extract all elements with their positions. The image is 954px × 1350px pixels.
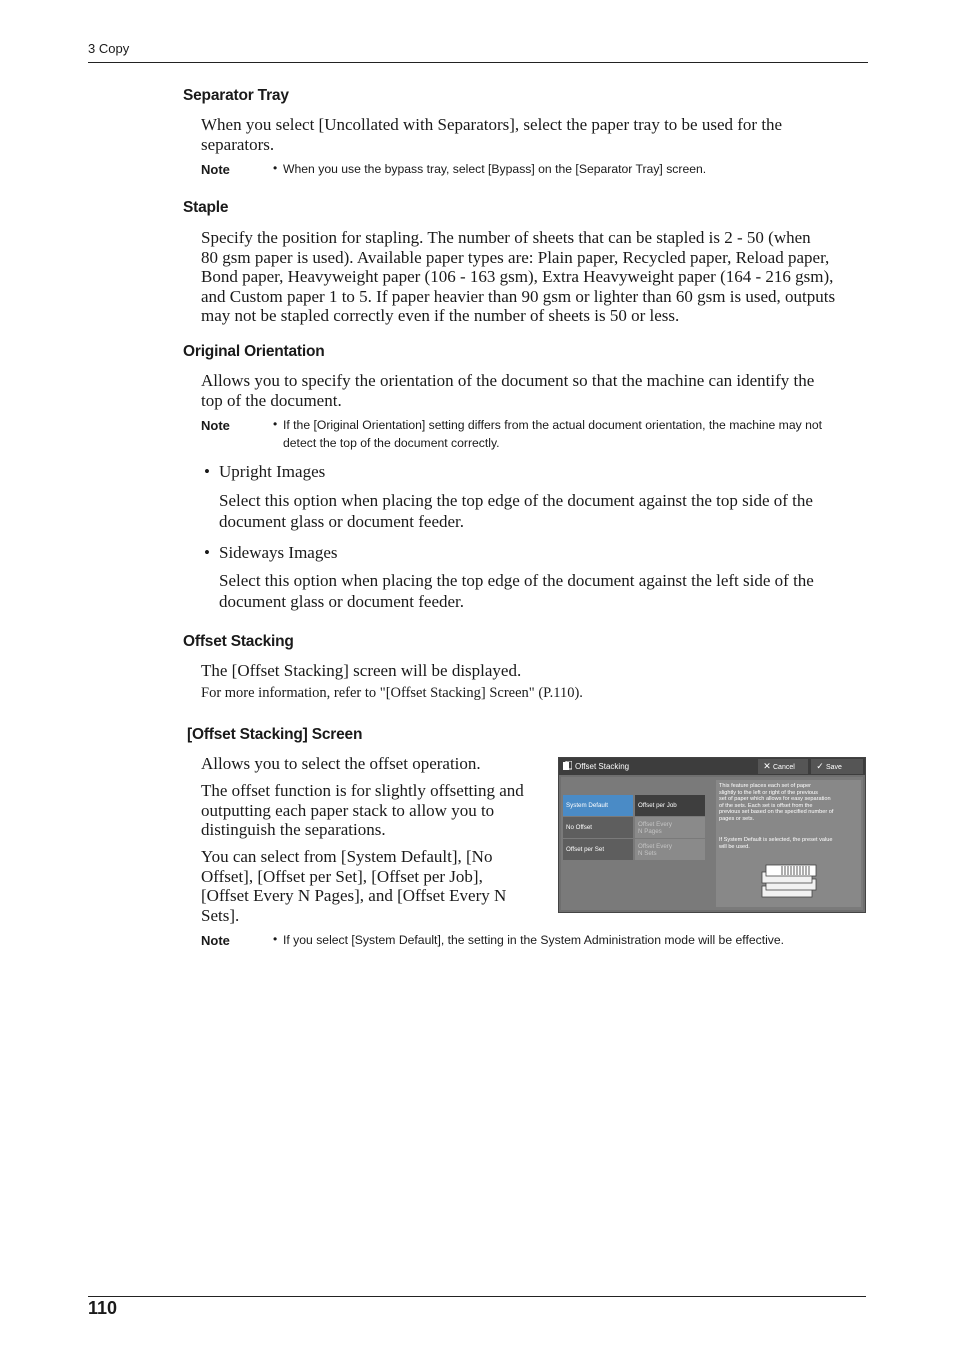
heading-offset-stacking-screen: [Offset Stacking] Screen bbox=[187, 726, 363, 743]
option-offset-every-n-pages[interactable] bbox=[635, 817, 705, 838]
screenshot-titlebar bbox=[559, 758, 865, 775]
option-upright-title: Upright Images bbox=[219, 462, 326, 481]
close-icon: ✕ bbox=[763, 761, 771, 771]
note-bullet: • bbox=[273, 932, 278, 946]
chapter-header: 3 Copy bbox=[88, 41, 130, 56]
separator-tray-body bbox=[201, 115, 865, 154]
option-upright-desc bbox=[219, 491, 865, 532]
original-orientation-line-2: top of the document. bbox=[201, 390, 342, 410]
description-line: previous set based on the specified number of bbox=[719, 809, 834, 816]
offset-screen-para-2-line-1: The offset function is for slightly offsetting and bbox=[201, 781, 524, 800]
staple-line-4: and Custom paper 1 to 5. If paper heavier than 90 gsm or lighter than 60 gsm is used, outputs bbox=[201, 286, 836, 306]
original-orientation-note-line-2: detect the top of the document correctly. bbox=[283, 436, 500, 450]
cancel-label: Cancel bbox=[773, 764, 795, 771]
offset-stacking-reference: For more information, refer to "[Offset Stacking] Screen" (P.110). bbox=[201, 685, 583, 701]
option-sideways-line-2: document glass or document feeder. bbox=[219, 591, 465, 611]
check-icon: ✓ bbox=[816, 761, 824, 771]
staple-line-5: may not be stapled correctly even if the number of sheets is 50 or less. bbox=[201, 306, 680, 325]
heading-original-orientation: Original Orientation bbox=[183, 343, 325, 360]
option-offset-per-set[interactable]: Offset per Set bbox=[563, 839, 633, 860]
offset-screen-para-3-line-3: [Offset Every N Pages], and [Offset Every N bbox=[201, 886, 507, 905]
offset-screen-para-2-line-2: outputting each paper stack to allow you to bbox=[201, 800, 495, 820]
screenshot-body bbox=[561, 777, 863, 910]
staple-body bbox=[201, 228, 865, 326]
option-sideways-line-1: Select this option when placing the top edge of the document against the left side of the bbox=[219, 571, 814, 590]
note-bullet: • bbox=[273, 161, 278, 175]
option-upright-line-2: document glass or document feeder. bbox=[219, 511, 465, 531]
original-orientation-note bbox=[283, 416, 865, 452]
description-line: This feature places each set of paper bbox=[719, 783, 812, 789]
heading-separator-tray: Separator Tray bbox=[183, 87, 289, 104]
offset-screen-para-3 bbox=[201, 847, 551, 925]
paper-stack-illustration bbox=[760, 864, 818, 900]
option-system-default[interactable]: System Default bbox=[563, 795, 633, 816]
offset-stacking-line-1: The [Offset Stacking] screen will be displayed. bbox=[201, 661, 522, 680]
save-button[interactable] bbox=[811, 759, 863, 774]
heading-staple: Staple bbox=[183, 199, 229, 216]
option-every-n-pages-line-2: N Pages bbox=[638, 827, 662, 835]
description-text bbox=[719, 783, 857, 823]
option-sideways-desc bbox=[219, 571, 865, 612]
note-label: Note bbox=[201, 418, 230, 433]
page-number: 110 bbox=[88, 1298, 118, 1318]
option-every-n-pages-line-1: Offset Every bbox=[638, 820, 672, 828]
original-orientation-body bbox=[201, 371, 865, 410]
option-no-offset[interactable]: No Offset bbox=[563, 817, 633, 838]
offset-screen-para-3-line-4: Sets]. bbox=[201, 905, 240, 925]
offset-stacking-icon bbox=[563, 761, 572, 771]
description-panel bbox=[716, 780, 861, 907]
note-label: Note bbox=[201, 162, 230, 177]
description-line: set of paper which allows for easy separation bbox=[719, 796, 831, 803]
option-offset-per-job[interactable]: Offset per Job bbox=[635, 795, 705, 816]
save-label: Save bbox=[826, 764, 842, 771]
original-orientation-line-1: Allows you to specify the orientation of the document so that the machine can identify the bbox=[201, 371, 815, 390]
description-line: will be used. bbox=[719, 843, 750, 850]
note-label: Note bbox=[201, 933, 230, 948]
cancel-button[interactable] bbox=[758, 759, 808, 774]
header-rule bbox=[88, 62, 868, 63]
offset-stacking-screenshot bbox=[558, 757, 866, 913]
offset-screen-para-1: Allows you to select the offset operation. bbox=[201, 754, 481, 773]
description-line: of the sets. Each set is offset from the bbox=[719, 802, 813, 809]
option-sideways-title: Sideways Images bbox=[219, 543, 338, 562]
heading-offset-stacking: Offset Stacking bbox=[183, 633, 294, 650]
offset-screen-para-2 bbox=[201, 781, 551, 840]
screenshot-title: Offset Stacking bbox=[575, 762, 630, 771]
footer-rule bbox=[88, 1296, 866, 1297]
description-text-2 bbox=[719, 837, 857, 850]
offset-screen-para-2-line-3: distinguish the separations. bbox=[201, 820, 386, 839]
description-line: slightly to the left or right of the previous bbox=[719, 789, 818, 796]
option-every-n-sets-line-2: N Sets bbox=[638, 849, 657, 857]
description-line: pages or sets. bbox=[719, 815, 755, 822]
option-upright-line-1: Select this option when placing the top edge of the document against the top side of the bbox=[219, 491, 813, 510]
original-orientation-note-line-1: If the [Original Orientation] setting differs from the actual document orientation, the machine may not bbox=[283, 418, 823, 432]
offset-screen-para-3-line-2: Offset], [Offset per Set], [Offset per Job], bbox=[201, 866, 483, 886]
staple-line-1: Specify the position for stapling. The number of sheets that can be stapled is 2 - 50 (when bbox=[201, 228, 811, 247]
description-line: If System Default is selected, the preset value bbox=[719, 837, 833, 843]
option-every-n-sets-line-1: Offset Every bbox=[638, 842, 672, 850]
note-bullet: • bbox=[273, 417, 278, 431]
separator-tray-line-1: When you select [Uncollated with Separators], select the paper tray to be used for the bbox=[201, 115, 783, 134]
offset-screen-para-3-line-1: You can select from [System Default], [No bbox=[201, 847, 493, 866]
offset-screen-note: If you select [System Default], the setting in the System Administration mode will be effective. bbox=[283, 933, 785, 947]
separator-tray-note: When you use the bypass tray, select [Bypass] on the [Separator Tray] screen. bbox=[283, 162, 707, 176]
staple-line-3: Bond paper, Heavyweight paper (106 - 163 gsm), Extra Heavyweight paper (164 - 216 gsm), bbox=[201, 267, 834, 286]
option-offset-every-n-sets[interactable] bbox=[635, 839, 705, 860]
bullet: • bbox=[204, 462, 210, 481]
staple-line-2: 80 gsm paper is used). Available paper types are: Plain paper, Recycled paper, Reload paper, bbox=[201, 247, 830, 267]
separator-tray-line-2: separators. bbox=[201, 134, 275, 154]
bullet: • bbox=[204, 543, 210, 562]
